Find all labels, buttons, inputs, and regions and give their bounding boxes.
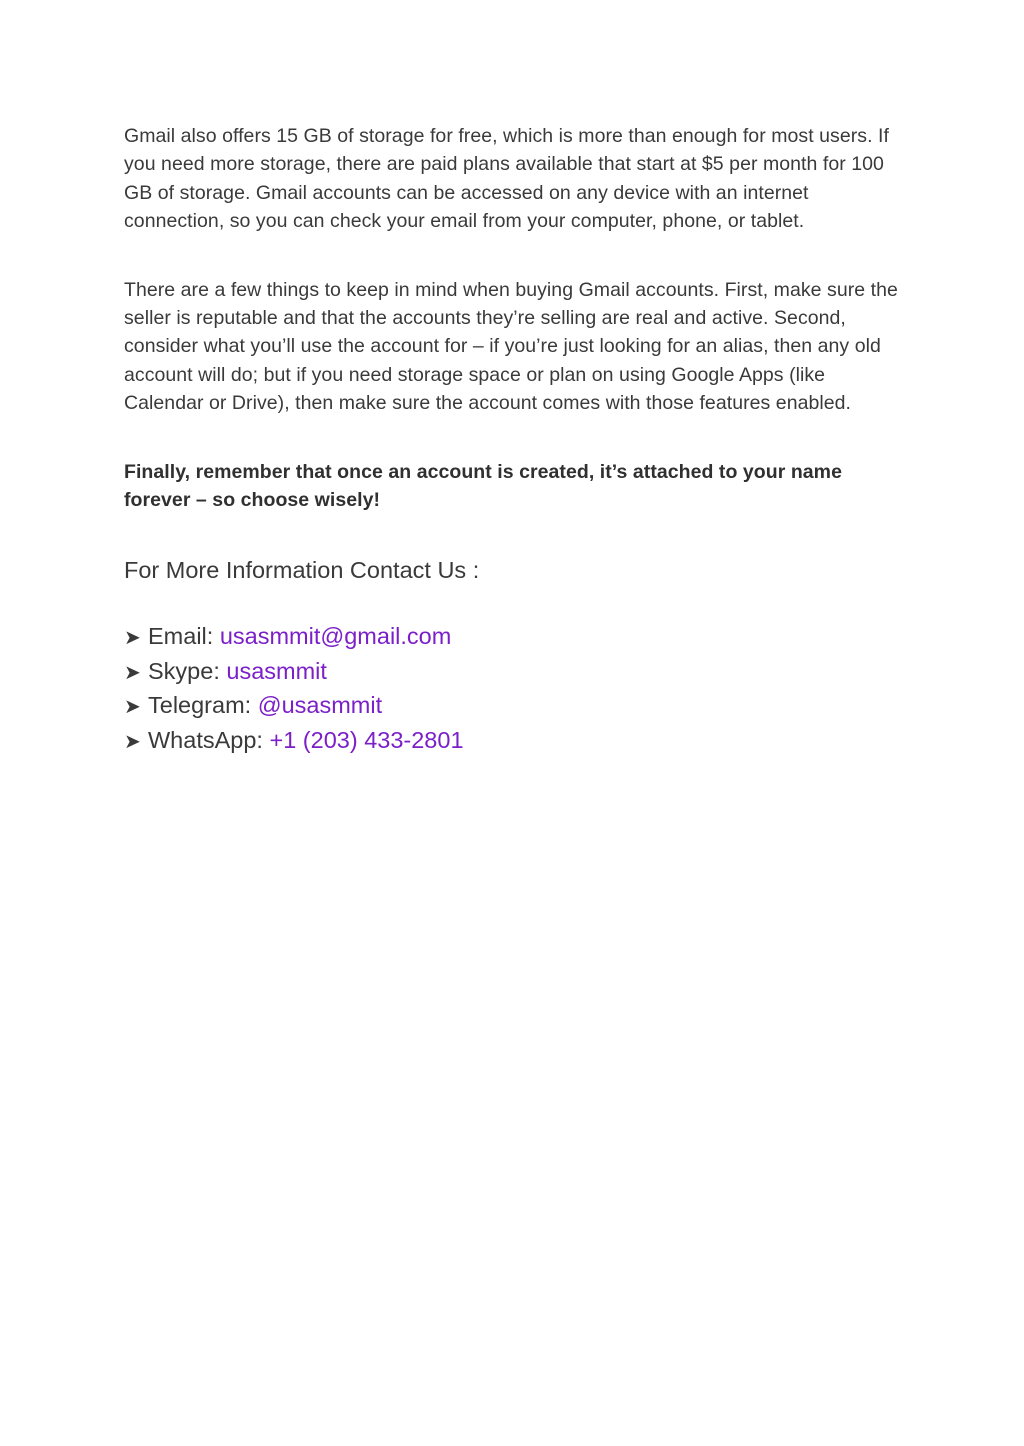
arrow-bullet-icon: ➤ (124, 728, 141, 753)
arrow-bullet-icon: ➤ (124, 659, 141, 684)
contact-item-whatsapp (124, 724, 904, 758)
paragraph-buying-tips: There are a few things to keep in mind when buying Gmail accounts. First, make sure the seller is reputable and that the accounts they’re selling are real and active. Second, consider what you’ll use the account for – if you’re just looking for an alias, then any old account will do; but if you need storage space or plan on using Google Apps (like Calendar or Drive), then make sure the account comes with those features enabled. (124, 278, 898, 415)
arrow-bullet-icon: ➤ (124, 625, 141, 650)
contact-label: WhatsApp: (148, 726, 270, 753)
whatsapp-link[interactable]: +1 (203) 433-2801 (269, 726, 464, 753)
contact-item-skype (124, 655, 904, 689)
contact-item-telegram (124, 689, 904, 723)
telegram-link[interactable]: @usasmmit (257, 692, 383, 719)
contact-item-email (124, 620, 904, 654)
contact-heading: For More Information Contact Us : (124, 557, 480, 584)
document-page (124, 122, 904, 758)
email-link[interactable]: usasmmit@gmail.com (219, 623, 452, 650)
skype-link[interactable]: usasmmit (226, 657, 327, 684)
contact-label: Email: (148, 623, 220, 650)
contact-label: Skype: (148, 657, 227, 684)
paragraph-storage: Gmail also offers 15 GB of storage for free, which is more than enough for most users. If you need more storage, there are paid plans available that start at $5 per month for 100 GB of storage. Gmail accounts can be accessed on any device with an internet connection, so you can check your email from your computer, phone, or tablet. (124, 125, 889, 233)
contact-list (124, 620, 904, 758)
arrow-bullet-icon: ➤ (124, 694, 141, 719)
paragraph-final-note: Finally, remember that once an account is created, it’s attached to your name forever – so choose wisely! (124, 460, 842, 512)
contact-label: Telegram: (148, 692, 258, 719)
